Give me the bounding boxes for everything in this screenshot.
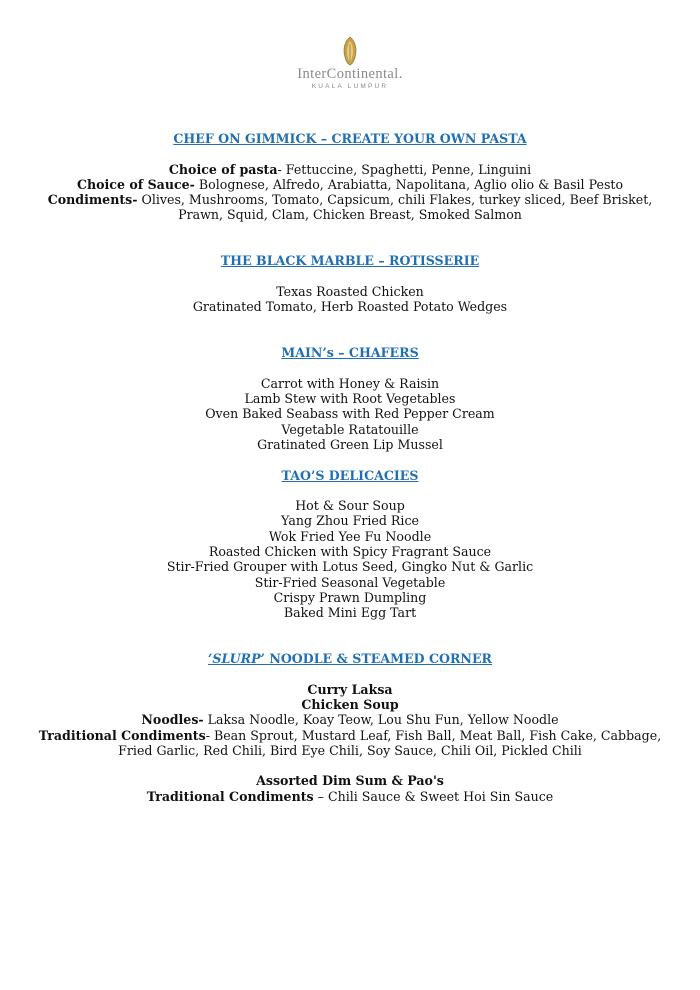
traditional-condiments-line-2: Fried Garlic, Red Chili, Bird Eye Chili, Soy Sauce, Chili Oil, Pickled Chili (118, 742, 582, 758)
menu-item: Stir-Fried Seasonal Vegetable (254, 574, 446, 590)
condiments-label: Condiments- (47, 192, 138, 208)
menu-item: Roasted Chicken with Spicy Fragrant Sauce (208, 544, 492, 560)
traditional-condiments-line (0, 728, 700, 743)
condiments-line-2: Prawn, Squid, Clam, Chicken Breast, Smoked Salmon (178, 207, 522, 223)
noodles-label: Noodles- (141, 712, 204, 728)
menu-item: Texas Roasted Chicken (276, 283, 424, 299)
pasta-choice-label: Choice of pasta (168, 161, 278, 177)
pasta-choice-line (0, 162, 700, 177)
menu-item: Stir-Fried Grouper with Lotus Seed, Gingko Nut & Garlic (166, 559, 534, 575)
traditional-condiments-value: - Bean Sprout, Mustard Leaf, Fish Ball, Meat Ball, Fish Cake, Cabbage, (205, 727, 662, 743)
menu-item: Crispy Prawn Dumpling (273, 589, 427, 605)
menu-item: Yang Zhou Fried Rice (281, 513, 419, 529)
section-title-pasta: CHEF ON GIMMICK – CREATE YOUR OWN PASTA (173, 131, 527, 146)
brand-name: InterContinental. (297, 66, 403, 82)
sauce-choice-value: Bolognese, Alfredo, Arabiatta, Napolitana, Aglio olio & Basil Pesto (194, 176, 624, 192)
brand-logo (0, 36, 700, 91)
menu-body (0, 131, 700, 804)
condiments-value: Olives, Mushrooms, Tomato, Capsicum, chili Flakes, turkey sliced, Beef Brisket, (137, 192, 653, 208)
brand-location: KUALA LUMPUR (311, 83, 389, 90)
dim-sum: Assorted Dim Sum & Pao's (256, 773, 444, 789)
menu-item: Wok Fried Yee Fu Noodle (268, 528, 432, 544)
section-title-slurp (0, 651, 700, 666)
slurp-title-italic: ‘SLURP’ (207, 651, 265, 667)
dim-sum-condiments-line (0, 789, 700, 804)
menu-item: Carrot with Honey & Raisin (260, 375, 440, 391)
section-title-chafers: MAIN’s – CHAFERS (281, 345, 419, 361)
menu-item: Gratinated Green Lip Mussel (257, 436, 443, 452)
noodles-value: Laksa Noodle, Koay Teow, Lou Shu Fun, Yellow Noodle (203, 712, 559, 728)
menu-item: Lamb Stew with Root Vegetables (244, 391, 456, 407)
curry-laksa: Curry Laksa (307, 681, 393, 697)
menu-item: Gratinated Tomato, Herb Roasted Potato Wedges (192, 299, 508, 315)
chicken-soup: Chicken Soup (301, 696, 399, 712)
menu-item: Vegetable Ratatouille (281, 421, 419, 437)
dim-sum-condiments-label: Traditional Condiments (146, 788, 314, 804)
section-title-tao: TAO’S DELICACIES (281, 467, 419, 483)
dim-sum-condiments-value: – Chili Sauce & Sweet Hoi Sin Sauce (313, 788, 554, 804)
pasta-choice-value: - Fettuccine, Spaghetti, Penne, Linguini (277, 161, 532, 177)
slurp-title-rest: NOODLE & STEAMED CORNER (264, 651, 493, 667)
intercontinental-emblem-icon (338, 36, 362, 66)
sauce-choice-label: Choice of Sauce- (76, 176, 195, 192)
menu-item: Baked Mini Egg Tart (283, 605, 417, 621)
condiments-line (0, 192, 700, 207)
menu-item: Oven Baked Seabass with Red Pepper Cream (205, 406, 495, 422)
menu-item: Hot & Sour Soup (295, 498, 405, 514)
noodles-line (0, 712, 700, 727)
section-title-rotisserie: THE BLACK MARBLE – ROTISSERIE (220, 253, 480, 269)
sauce-choice-line (0, 177, 700, 192)
traditional-condiments-label: Traditional Condiments (38, 727, 206, 743)
